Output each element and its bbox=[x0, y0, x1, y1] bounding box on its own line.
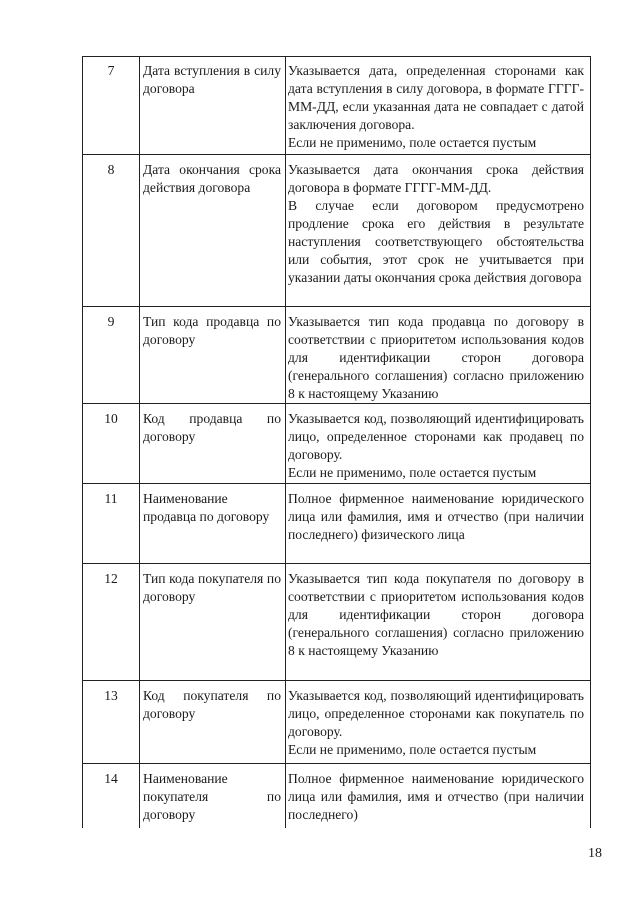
row-divider bbox=[82, 154, 591, 155]
table-border-right bbox=[590, 56, 591, 828]
column-divider-1 bbox=[139, 56, 140, 828]
field-description bbox=[288, 62, 584, 152]
description-paragraph: Указывается код, позволяющий идентифицировать лицо, определенное сторонами как продавец по договору. bbox=[288, 411, 584, 462]
field-description bbox=[288, 313, 584, 403]
description-paragraph: Если не применимо, поле остается пустым bbox=[288, 135, 537, 150]
row-divider bbox=[82, 403, 591, 404]
field-name: Код продавца по договору bbox=[143, 411, 281, 444]
description-paragraph: Если не применимо, поле остается пустым bbox=[288, 465, 537, 480]
description-paragraph: Указывается тип кода покупателя по договору в соответствии с приоритетом использования кодов для идентификации сторон договора (генерального соглашения) согласно приложению 8 к настоящему Указанию bbox=[288, 571, 584, 658]
row-number: 14 bbox=[104, 771, 118, 786]
description-paragraph: Если не применимо, поле остается пустым bbox=[288, 742, 537, 757]
field-name: Код покупателя по договору bbox=[143, 688, 281, 721]
row-number: 7 bbox=[107, 63, 115, 78]
table-border-left bbox=[82, 56, 83, 828]
field-description bbox=[288, 570, 584, 660]
row-divider bbox=[82, 680, 591, 681]
description-paragraph: Полное фирменное наименование юридического лица или фамилия, имя и отчество (при наличии последнего) bbox=[288, 771, 584, 822]
column-divider-2 bbox=[285, 56, 286, 828]
field-name: Наименование продавца по договору bbox=[143, 491, 270, 524]
description-paragraph: Указывается дата, определенная сторонами как дата вступления в силу договора, в формате ГГГГ-ММ-ДД, если указанная дата не совпадает с датой заключения договора. bbox=[288, 63, 584, 132]
row-number: 10 bbox=[104, 411, 118, 426]
field-name: Наименование покупателя по договору bbox=[143, 771, 281, 822]
field-description bbox=[288, 161, 584, 287]
row-divider bbox=[82, 563, 591, 564]
field-description bbox=[288, 410, 584, 482]
row-number: 12 bbox=[104, 571, 118, 586]
row-number: 11 bbox=[104, 491, 118, 506]
field-name: Дата окончания срока действия договора bbox=[143, 162, 281, 195]
page-number: 18 bbox=[588, 846, 602, 861]
description-paragraph: Полное фирменное наименование юридического лица или фамилия, имя и отчество (при наличии последнего) физического лица bbox=[288, 491, 584, 542]
row-divider bbox=[82, 56, 591, 57]
description-paragraph: Указывается тип кода продавца по договору в соответствии с приоритетом использования кодов для идентификации сторон договора (генерального соглашения) согласно приложению 8 к настоящему Указанию bbox=[288, 314, 584, 401]
row-divider bbox=[82, 306, 591, 307]
field-description bbox=[288, 687, 584, 759]
row-number: 9 bbox=[107, 314, 115, 329]
row-number: 13 bbox=[104, 688, 118, 703]
row-number: 8 bbox=[107, 162, 115, 177]
field-name: Тип кода продавца по договору bbox=[143, 314, 281, 347]
row-divider bbox=[82, 763, 591, 764]
description-paragraph: Указывается код, позволяющий идентифицировать лицо, определенное сторонами как покупатель по договору. bbox=[288, 688, 584, 739]
row-divider bbox=[82, 483, 591, 484]
field-name: Дата вступления в силу договора bbox=[143, 63, 281, 96]
field-description bbox=[288, 770, 584, 824]
field-name: Тип кода покупателя по договору bbox=[143, 571, 281, 604]
field-description bbox=[288, 490, 584, 544]
description-paragraph: Указывается дата окончания срока действия договора в формате ГГГГ-ММ-ДД. bbox=[288, 162, 584, 195]
description-paragraph: В случае если договором предусмотрено продление срока его действия в результате наступления соответствующего обстоятельства или события, этот срок не учитывается при указании даты окончания срока действия договора bbox=[288, 198, 584, 285]
